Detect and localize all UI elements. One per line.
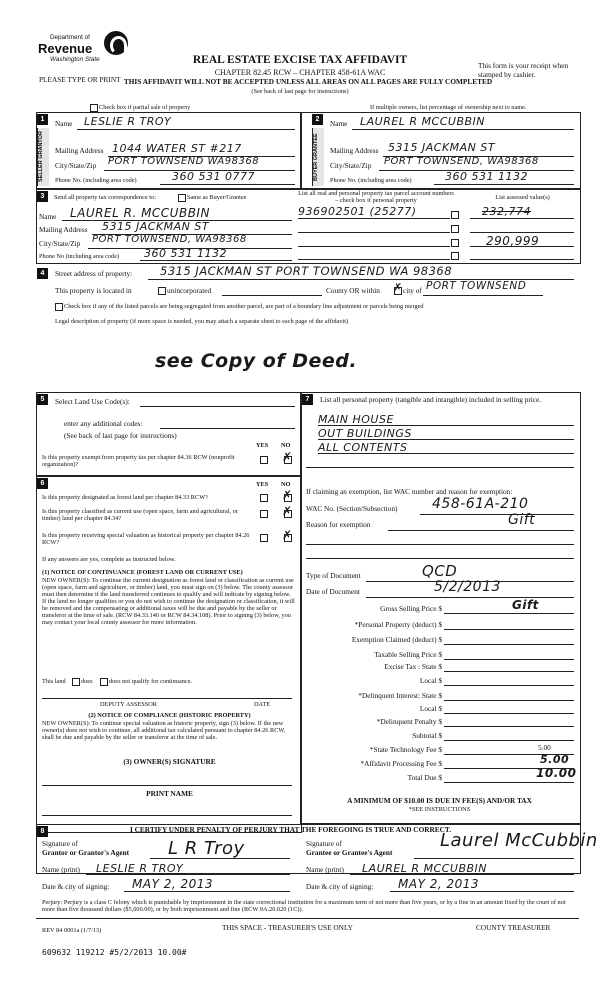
buyer-mail-value[interactable]: 5315 JACKMAN ST	[388, 141, 496, 154]
dor-state-line: Washington State	[50, 56, 100, 63]
exemption-claimed-label: Exemption Claimed (deduct) $	[351, 635, 442, 644]
partial-sale-label: Check box if partial sale of property	[99, 104, 191, 111]
section-3-number: 3	[37, 191, 48, 202]
certify-statement: I CERTIFY UNDER PENALTY OF PERJURY THAT THE FOREGOING IS TRUE AND CORRECT.	[130, 825, 452, 834]
s6-yes-header: YES	[256, 481, 269, 488]
seller-name-label: Name	[55, 119, 73, 128]
exempt-no-mark: ✗	[282, 450, 293, 464]
property-item-2[interactable]: OUT BUILDINGS	[318, 427, 412, 440]
current-use-yes-checkbox[interactable]	[260, 510, 268, 518]
segregated-label: Check box if any of the listed parcels are being segregated from another parcel, are part of a boundary line adjustment or parcels being merged	[64, 303, 424, 310]
parcel-3-checkbox[interactable]	[451, 239, 459, 247]
delinquent-interest-local-label: Local $	[419, 704, 442, 713]
total-due-label: Total Due $	[407, 773, 442, 782]
personal-deduct-label: *Personal Property (deduct) $	[354, 620, 442, 629]
notice-compliance-title: (2) NOTICE OF COMPLIANCE (HISTORIC PROPERTY)	[88, 712, 251, 719]
wac-label: WAC No. (Section/Subsection)	[306, 504, 398, 513]
corr-name-value[interactable]: LAUREL R. MCCUBBIN	[70, 206, 210, 220]
forest-land-question: Is this property designated as forest land per chapter 84.33 RCW?	[42, 494, 208, 501]
same-as-buyer-checkbox[interactable]	[178, 194, 186, 202]
legal-description-value[interactable]: see Copy of Deed.	[155, 350, 358, 372]
segregated-checkbox[interactable]	[55, 303, 63, 311]
section-7-number: 7	[302, 394, 313, 405]
s5-no-header: NO	[281, 442, 291, 449]
assessed-struck-value: 232,774	[482, 205, 531, 218]
buyer-city-value[interactable]: PORT TOWNSEND, WA98368	[384, 156, 539, 167]
city-of-value[interactable]: PORT TOWNSEND	[426, 280, 527, 292]
section-4-number: 4	[37, 268, 48, 279]
total-due-value[interactable]: 10.00	[536, 766, 577, 780]
street-address-label: Street address of property:	[55, 269, 133, 278]
see-instructions-note: *SEE INSTRUCTIONS	[408, 806, 471, 813]
grantee-name-value[interactable]: LAUREL R MCCUBBIN	[362, 862, 488, 875]
doc-date-value[interactable]: 5/2/2013	[434, 579, 501, 595]
current-use-question: Is this property classified as current use (open space, farm and agricultural, or timber) land per chapter 84.34?	[42, 508, 238, 522]
parcel-4-checkbox[interactable]	[451, 252, 459, 260]
section-1-number: 1	[37, 114, 48, 125]
section-5-number: 5	[37, 394, 48, 405]
parcel-header: List all real and personal property tax parcel account numbers – check box if personal property	[298, 190, 454, 204]
parcel-value[interactable]: 936902501 (25277)	[298, 205, 417, 218]
doc-type-value[interactable]: QCD	[422, 562, 458, 580]
notice-compliance-text: NEW OWNER(S): To continue special valuation as historic property, sign (3) below. If the new owner(s) does not wish to continue, all additional tax calculated pursuant to chapter 84.26 RCW, shall be due and payable by the seller or transferor at the time of sale.	[42, 720, 286, 741]
seller-mail-value[interactable]: 1044 WATER ST #217	[112, 142, 242, 155]
buyer-name-label: Name	[330, 119, 348, 128]
seller-city-value[interactable]: PORT TOWNSEND WA98368	[108, 156, 260, 167]
grantor-sig-label-2: Grantor or Grantor's Agent	[42, 848, 130, 857]
multiple-owners-note: If multiple owners, list percentage of ownership next to name.	[370, 104, 527, 111]
dor-logo	[38, 30, 138, 72]
form-title: REAL ESTATE EXCISE TAX AFFIDAVIT	[192, 54, 408, 66]
gross-price-label: Gross Selling Price $	[380, 604, 442, 613]
deputy-date-label: DATE	[254, 701, 271, 708]
grantor-signature[interactable]: L R Troy	[168, 838, 245, 859]
receipt-note: This form is your receipt when stamped by cashier.	[478, 61, 569, 79]
land-does-checkbox[interactable]	[72, 678, 80, 686]
corr-phone-label: Phone No (including area code)	[39, 253, 120, 260]
buyer-grantee-label: BUYER GRANTEE	[312, 128, 324, 186]
buyer-mail-label: Mailing Address	[330, 146, 379, 155]
land-does-not-label: does not qualify for continuance.	[109, 678, 193, 685]
print-name-label: PRINT NAME	[146, 789, 193, 798]
buyer-phone-label: Phone No. (including area code)	[330, 177, 412, 184]
recording-stamp: 609632 119212 #5/2/2013 10.00#	[42, 948, 187, 957]
land-use-label: Select Land Use Code(s):	[55, 397, 130, 406]
same-as-buyer-label: Same as Buyer/Grantee	[187, 194, 247, 201]
additional-codes-label: enter any additional codes:	[64, 419, 143, 428]
land-does-not-checkbox[interactable]	[100, 678, 108, 686]
within-city-check-mark: ✗	[393, 281, 403, 294]
s5-yes-header: YES	[256, 442, 269, 449]
rev-form-number: REV 84 0001a (1/7/13)	[42, 927, 102, 934]
form-see-back: (See back of last page for instructions)	[251, 88, 349, 95]
parcel-1-checkbox[interactable]	[451, 211, 459, 219]
reason-value[interactable]: Gift	[508, 512, 536, 528]
buyer-phone-value[interactable]: 360 531 1132	[445, 170, 528, 183]
land-does-label: does	[81, 678, 93, 685]
dor-logo-mark-icon	[104, 31, 128, 55]
affidavit-fee-value[interactable]: 5.00	[540, 753, 570, 766]
assessed-value[interactable]: 290,999	[486, 234, 540, 248]
forest-no-mark: ✗	[282, 488, 293, 502]
seller-grantor-label: SELLER GRANTOR	[37, 128, 49, 186]
exempt-question: Is this property exempt from property tax per chapter 84.36 RCW (nonprofit organization)?	[42, 454, 235, 468]
doc-type-label: Type of Document	[306, 571, 361, 580]
minimum-due-note: A MINIMUM OF $10.00 IS DUE IN FEE(S) AND/OR TAX	[347, 796, 532, 805]
dor-dept-line: Department of	[50, 34, 90, 41]
unincorporated-label: unincorporated	[167, 286, 212, 295]
reason-label: Reason for exemption	[306, 520, 371, 529]
corr-phone-value[interactable]: 360 531 1132	[144, 247, 227, 260]
section-2-number: 2	[312, 114, 323, 125]
corr-mail-value[interactable]: 5315 JACKMAN ST	[102, 220, 210, 233]
located-in-label: This property is located in	[55, 286, 132, 295]
subtotal-label: Subtotal $	[412, 731, 442, 740]
grantor-name-label: Name (print)	[42, 865, 80, 874]
seller-phone-label: Phone No. (including area code)	[55, 177, 137, 184]
seller-mail-label: Mailing Address	[55, 146, 104, 155]
section-8-number: 8	[37, 826, 48, 837]
unincorporated-checkbox[interactable]	[158, 287, 166, 295]
grantee-sig-label-1: Signature of	[306, 839, 342, 848]
street-address-value[interactable]: 5315 JACKMAN ST PORT TOWNSEND WA 98368	[160, 264, 453, 278]
excise-state-label: Excise Tax : State $	[384, 662, 442, 671]
form-warning: THIS AFFIDAVIT WILL NOT BE ACCEPTED UNLESS ALL AREAS ON ALL PAGES ARE FULLY COMPLETED	[123, 77, 493, 86]
corr-mail-label: Mailing Address	[39, 225, 88, 234]
grantee-date-label: Date & city of signing:	[306, 882, 374, 891]
treasurer-use-label: THIS SPACE - TREASURER'S USE ONLY	[222, 923, 353, 932]
perjury-statement: Perjury: Perjury is a class C felony which is punishable by imprisonment in the state correctional institution for a maximum term of not more than five years, or by a fine in an amount fixed by the court of not more than five thousand dollars ($5,000.00), or by both imprisonment and fine (RCW 9A.20.020 (1C)).	[42, 899, 566, 913]
grantee-signature[interactable]: Laurel McCubbin	[440, 830, 598, 851]
tech-fee-label: *State Technology Fee $	[369, 745, 442, 754]
section-6-number: 6	[37, 478, 48, 489]
gross-price-value[interactable]: Gift	[512, 598, 539, 612]
grantor-name-value[interactable]: LESLIE R TROY	[96, 862, 184, 875]
grantee-date-value[interactable]: MAY 2, 2013	[398, 877, 480, 891]
send-correspondence-label: Send all property tax correspondence to:	[54, 194, 156, 201]
grantor-date-value[interactable]: MAY 2, 2013	[132, 877, 214, 891]
delinquent-penalty-label: *Delinquent Penalty $	[376, 717, 442, 726]
forest-yes-checkbox[interactable]	[260, 494, 268, 502]
please-type-label: PLEASE TYPE OR PRINT	[39, 75, 121, 84]
exemption-label: If claiming an exemption, list WAC number and reason for exemption:	[306, 487, 513, 496]
grantor-date-label: Date & city of signing:	[42, 882, 110, 891]
current-use-no-mark: ✗	[282, 504, 293, 518]
grantee-sig-label-2: Grantee or Grantee's Agent	[306, 848, 393, 857]
assessed-header: List assessed value(s)	[495, 194, 550, 201]
excise-local-label: Local $	[419, 676, 442, 685]
property-item-1[interactable]: MAIN HOUSE	[318, 413, 394, 426]
buyer-city-label: City/State/Zip	[330, 161, 372, 170]
personal-property-label: List all personal property (tangible and intangible) included in selling price.	[320, 395, 542, 404]
historic-no-mark: ✗	[282, 528, 293, 542]
dor-revenue-word: Revenue	[38, 41, 93, 56]
seller-name-value[interactable]: LESLIE R TROY	[84, 115, 172, 128]
corr-name-label: Name	[39, 212, 57, 221]
county-treasurer-label: COUNTY TREASURER	[476, 923, 551, 932]
doc-date-label: Date of Document	[306, 587, 360, 596]
partial-sale-checkbox[interactable]	[90, 104, 98, 112]
taxable-price-label: Taxable Selling Price $	[374, 650, 442, 659]
notice-continuance-text: NEW OWNER(S): To continue the current designation as forest land or classification as current use (open space, farm and agriculture, or timber) land, you must sign on (3) below. The county assessor must then determine if the land transferred continues to qualify and will indicate by signing below. If the land no longer qualifies or you do not wish to continue the designation or classification, it will be removed and the compensating or additional taxes will be due and payable by the seller or transferor at the time of sale. (RCW 84.33.140 or RCW 84.34.108). Prior to signing (3) below, you may contact your local county assessor for more information.	[42, 577, 295, 626]
grantor-sig-label-1: Signature of	[42, 839, 78, 848]
grantee-name-label: Name (print)	[306, 865, 344, 874]
any-yes-note: If any answers are yes, complete as instructed below.	[42, 556, 176, 563]
historic-question: Is this property receiving special valuation as historical property per chapter 84.26 RCW?	[42, 532, 250, 546]
wac-value[interactable]: 458-61A-210	[432, 496, 529, 512]
county-or-within-label: County OR within	[326, 286, 380, 295]
form-chapter: CHAPTER 82.45 RCW – CHAPTER 458-61A WAC	[214, 68, 386, 77]
owner-signature-label: (3) OWNER(S) SIGNATURE	[123, 757, 216, 766]
historic-yes-checkbox[interactable]	[260, 534, 268, 542]
property-item-3[interactable]: ALL CONTENTS	[318, 441, 408, 454]
section-6-designation	[36, 476, 302, 833]
deputy-assessor-label: DEPUTY ASSESSOR	[100, 701, 157, 708]
buyer-name-value[interactable]: LAUREL R MCCUBBIN	[360, 115, 486, 128]
seller-city-label: City/State/Zip	[55, 161, 97, 170]
exempt-yes-checkbox[interactable]	[260, 456, 268, 464]
affidavit-fee-label: *Affidavit Processing Fee $	[360, 759, 442, 768]
legal-description-label: Legal description of property (if more space is needed, you may attach a separate sheet to each page of the affidavit)	[55, 318, 349, 325]
this-land-label: This land	[42, 678, 66, 685]
land-use-see-back: (See back of last page for instructions)	[64, 431, 177, 440]
seller-phone-value[interactable]: 360 531 0777	[172, 170, 255, 183]
notice-continuance-title: (1) NOTICE OF CONTINUANCE (FOREST LAND OR CURRENT USE)	[42, 569, 243, 576]
corr-city-value[interactable]: PORT TOWNSEND, WA98368	[92, 234, 247, 245]
corr-city-label: City/State/Zip	[39, 239, 81, 248]
s6-no-header: NO	[281, 481, 291, 488]
delinquent-interest-label: *Delinquent Interest: State $	[358, 691, 442, 700]
tech-fee-value[interactable]: 5.00	[538, 743, 551, 752]
city-of-label: city of	[403, 286, 422, 295]
parcel-2-checkbox[interactable]	[451, 225, 459, 233]
